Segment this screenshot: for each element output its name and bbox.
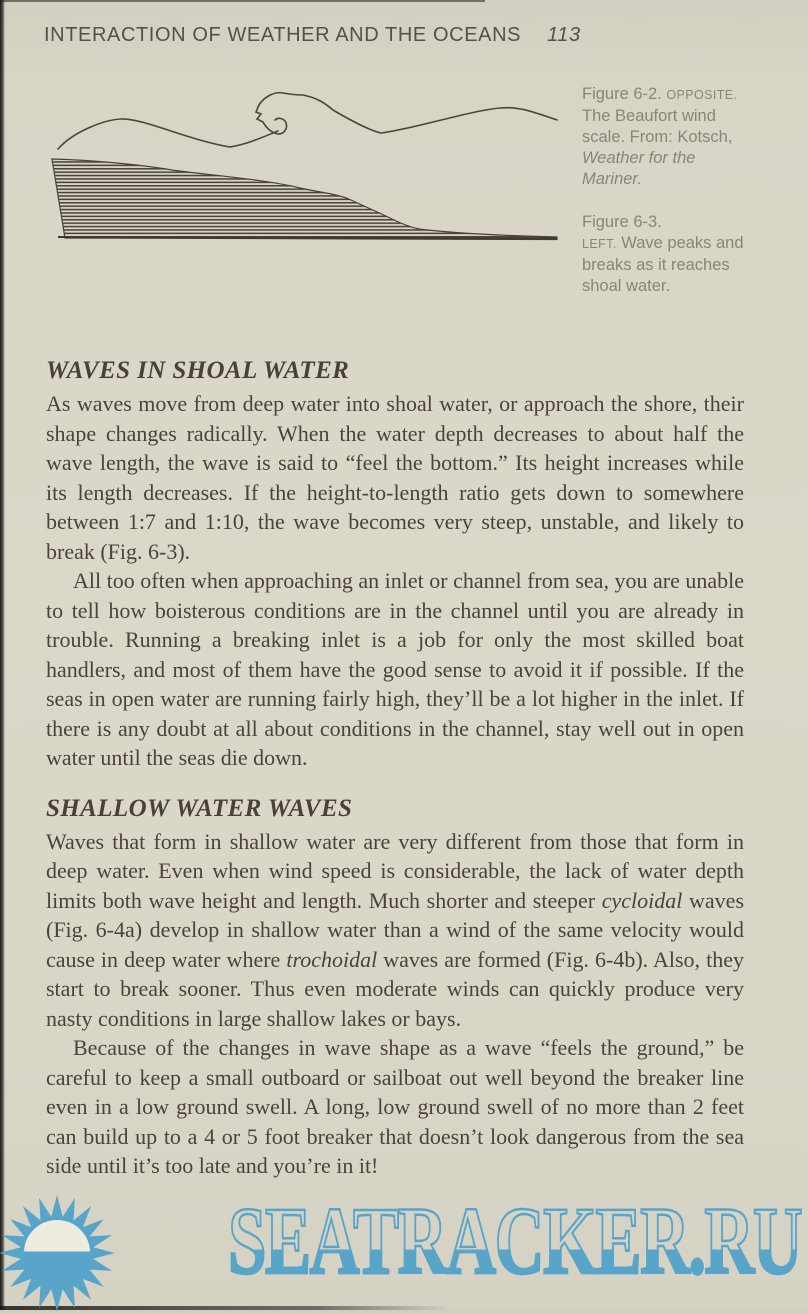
figure-6-2-placement: OPPOSITE.: [666, 88, 738, 102]
scan-edge-left: [0, 0, 5, 1310]
wave-curl-line: [256, 107, 287, 134]
term-cycloidal: cycloidal: [601, 887, 683, 913]
wave-figure: [28, 82, 558, 250]
paragraph-shallow-1-part-c: waves are formed (Fig. 6-4b). Also, they start to break sooner. Thus even moderate winds can quickly produce very nasty conditions in large shallow lakes or bays.: [46, 946, 744, 1031]
section-heading-waves-in-shoal-water: WAVES IN SHOAL WATER: [46, 357, 350, 384]
scan-edge-bottom: [0, 1306, 452, 1310]
section-heading-shallow-water-waves: SHALLOW WATER WAVES: [46, 794, 353, 822]
figure-6-2-text: The Beaufort wind scale. From: Kotsch,: [582, 107, 733, 146]
figure-6-2-label: Figure 6-2.: [582, 85, 662, 103]
paragraph-shoal-2: All too often when approaching an inlet or channel from sea, you are unable to tell how boisterous conditions are in the channel until you are already in trouble. Running a breaking inlet is a job for only the most skilled boat handlers, and most of them have the good sense to avoid it if possible. If the seas in open water are running fairly high, they’ll be a lot higher in the inlet. If there is any doubt at all about conditions in the channel, stay well out in open water until the seas die down.: [46, 568, 744, 770]
figure-6-2-cited-title: Weather for the Mariner.: [582, 149, 696, 188]
paragraph-shallow-2: Because of the changes in wave shape as a wave “feels the ground,” be careful to keep a small outboard or sailboat out well beyond the breaker line even in a low ground swell. A long, low ground swell of no more than 2 feet can build up to a 4 or 5 foot breaker that doesn’t look dangerous from the sea side until it’s too late and you’re in it!: [46, 1035, 744, 1178]
page-number: 113: [547, 24, 581, 46]
wave-crest-line: [258, 93, 557, 133]
scan-edge-top: [0, 0, 485, 2]
wave-breaking-illustration: [28, 82, 558, 250]
main-text: [46, 356, 744, 1181]
shoal-hatched-shape: [52, 159, 557, 240]
wave-face-line: [58, 119, 278, 149]
sun-logo-icon: [0, 1192, 118, 1314]
figure-captions: [582, 84, 752, 319]
running-head: INTERACTION OF WEATHER AND THE OCEANS: [44, 24, 522, 46]
paragraph-shoal-1: As waves move from deep water into shoal water, or approach the shore, their shape changes radically. When the water depth decreases to about half the wave length, the wave is said to “feel the bottom.” Its height increases while its length decreases. If the height-to-length ratio gets down to somewhere between 1:7 and 1:10, the wave becomes very steep, unstable, and likely to break (Fig. 6-3).: [46, 391, 744, 564]
page-header: [44, 24, 581, 47]
paragraph-shallow-1-part-b: waves (Fig. 6-4a) develop in shallow water than a wind of the same velocity would cause in deep water where: [46, 887, 745, 972]
figure-6-3-placement: LEFT.: [582, 237, 617, 251]
figure-6-2-caption: [582, 84, 752, 190]
figure-6-3-caption: [582, 212, 752, 297]
figure-6-3-label: Figure 6-3.: [582, 213, 662, 231]
paragraph-shallow-1-part-a: Waves that form in shallow water are very different from those that form in deep water. Even when wind speed is considerable, the lack of water depth limits both wave height and length. Much shorter and steeper: [46, 828, 744, 913]
paragraph-shallow-1: [46, 827, 744, 1034]
term-trochoidal: trochoidal: [286, 946, 378, 972]
figure-6-3-text: Wave peaks and breaks as it reaches shoal water.: [582, 234, 744, 295]
watermark-text: SEATRACKER.RU: [228, 1187, 802, 1294]
